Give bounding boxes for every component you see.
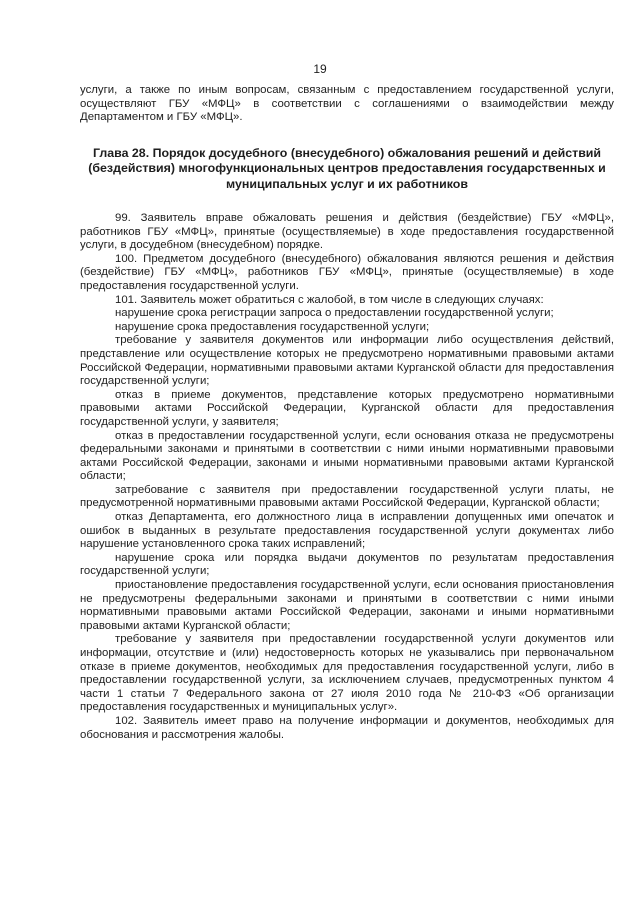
list-item: нарушение срока или порядка выдачи документов по результатам предоставления государственной услуги; — [80, 551, 614, 578]
list-item: отказ Департамента, его должностного лица в исправлении допущенных ими опечаток и ошибок в выданных в результате предоставления государственной услуги документах либо нарушение установленного срока таких исправлений; — [80, 511, 614, 551]
paragraph-101: 101. Заявитель может обратиться с жалобой, в том числе в следующих случаях: — [115, 293, 544, 306]
continuation-paragraph: услуги, а также по иным вопросам, связанным с предоставлением государственной услуги, осуществляют ГБУ «МФЦ» в соответствии с соглашениями о взаимодействии между Департаментом и ГБУ «МФЦ». — [80, 84, 614, 124]
document-body — [80, 84, 614, 742]
list-item: требование у заявителя документов или информации либо осуществления действий, представление или осуществление которых не предусмотрено нормативными правовыми актами Российской Федерации, нормативными правовыми актами Курганской области для предоставления государственной услуги; — [80, 334, 614, 388]
list-item: отказ в предоставлении государственной услуги, если основания отказа не предусмотрены федеральными законами и принятыми в соответствии с ними иными нормативными правовыми актами Российской Федерации, законами и иными нормативными правовыми актами Курганской области; — [80, 429, 614, 483]
page-number: 19 — [313, 62, 327, 76]
list-item: нарушение срока регистрации запроса о предоставлении государственной услуги; — [115, 307, 554, 320]
list-item: отказ в приеме документов, представление которых предусмотрено нормативными правовыми актами Российской Федерации, Курганской области для предоставления государственной услуги, у заявителя; — [80, 388, 614, 428]
list-item: затребование с заявителя при предоставлении государственной услуги платы, не предусмотренной нормативными правовыми актами Российской Федерации, Курганской области; — [80, 483, 614, 510]
paragraph-100: 100. Предметом досудебного (внесудебного) обжалования являются решения и действия (бездействие) ГБУ «МФЦ», работников ГБУ «МФЦ», принятые (осуществляемые) в ходе предоставления государственной услуги. — [80, 252, 614, 292]
list-item: приостановление предоставления государственной услуги, если основания приостановления не предусмотрены федеральными законами и принятыми в соответствии с ними иными нормативными правовыми актами Российской Федерации, законами и иными нормативными правовыми актами Курганской области; — [80, 579, 614, 632]
paragraph-102: 102. Заявитель имеет право на получение информации и документов, необходимых для обоснования и рассмотрения жалобы. — [80, 714, 614, 741]
chapter-heading: Глава 28. Порядок досудебного (внесудебного) обжалования решений и действий (бездействия) многофункциональных центров предоставления государственных и муниципальных услуг и их работников — [88, 145, 606, 191]
list-item: требование у заявителя при предоставлении государственной услуги документов или информации, отсутствие и (или) недостоверность которых не указывались при первоначальном отказе в приеме документов, необходимых для предоставления государственной услуги, либо в предоставлении государственной услуги, за исключением случаев, предусмотренных пунктом 4 части 1 статьи 7 Федерального закона от 27 июля 2010 года № 210-ФЗ «Об организации предоставления государственных и муниципальных услуг». — [80, 633, 614, 714]
list-item: нарушение срока предоставления государственной услуги; — [115, 320, 430, 333]
paragraph-99: 99. Заявитель вправе обжаловать решения и действия (бездействие) ГБУ «МФЦ», работников ГБУ «МФЦ», принятые (осуществляемые) в ходе предоставления государственной услуги, в досудебном (внесудебном) порядке. — [80, 212, 614, 252]
